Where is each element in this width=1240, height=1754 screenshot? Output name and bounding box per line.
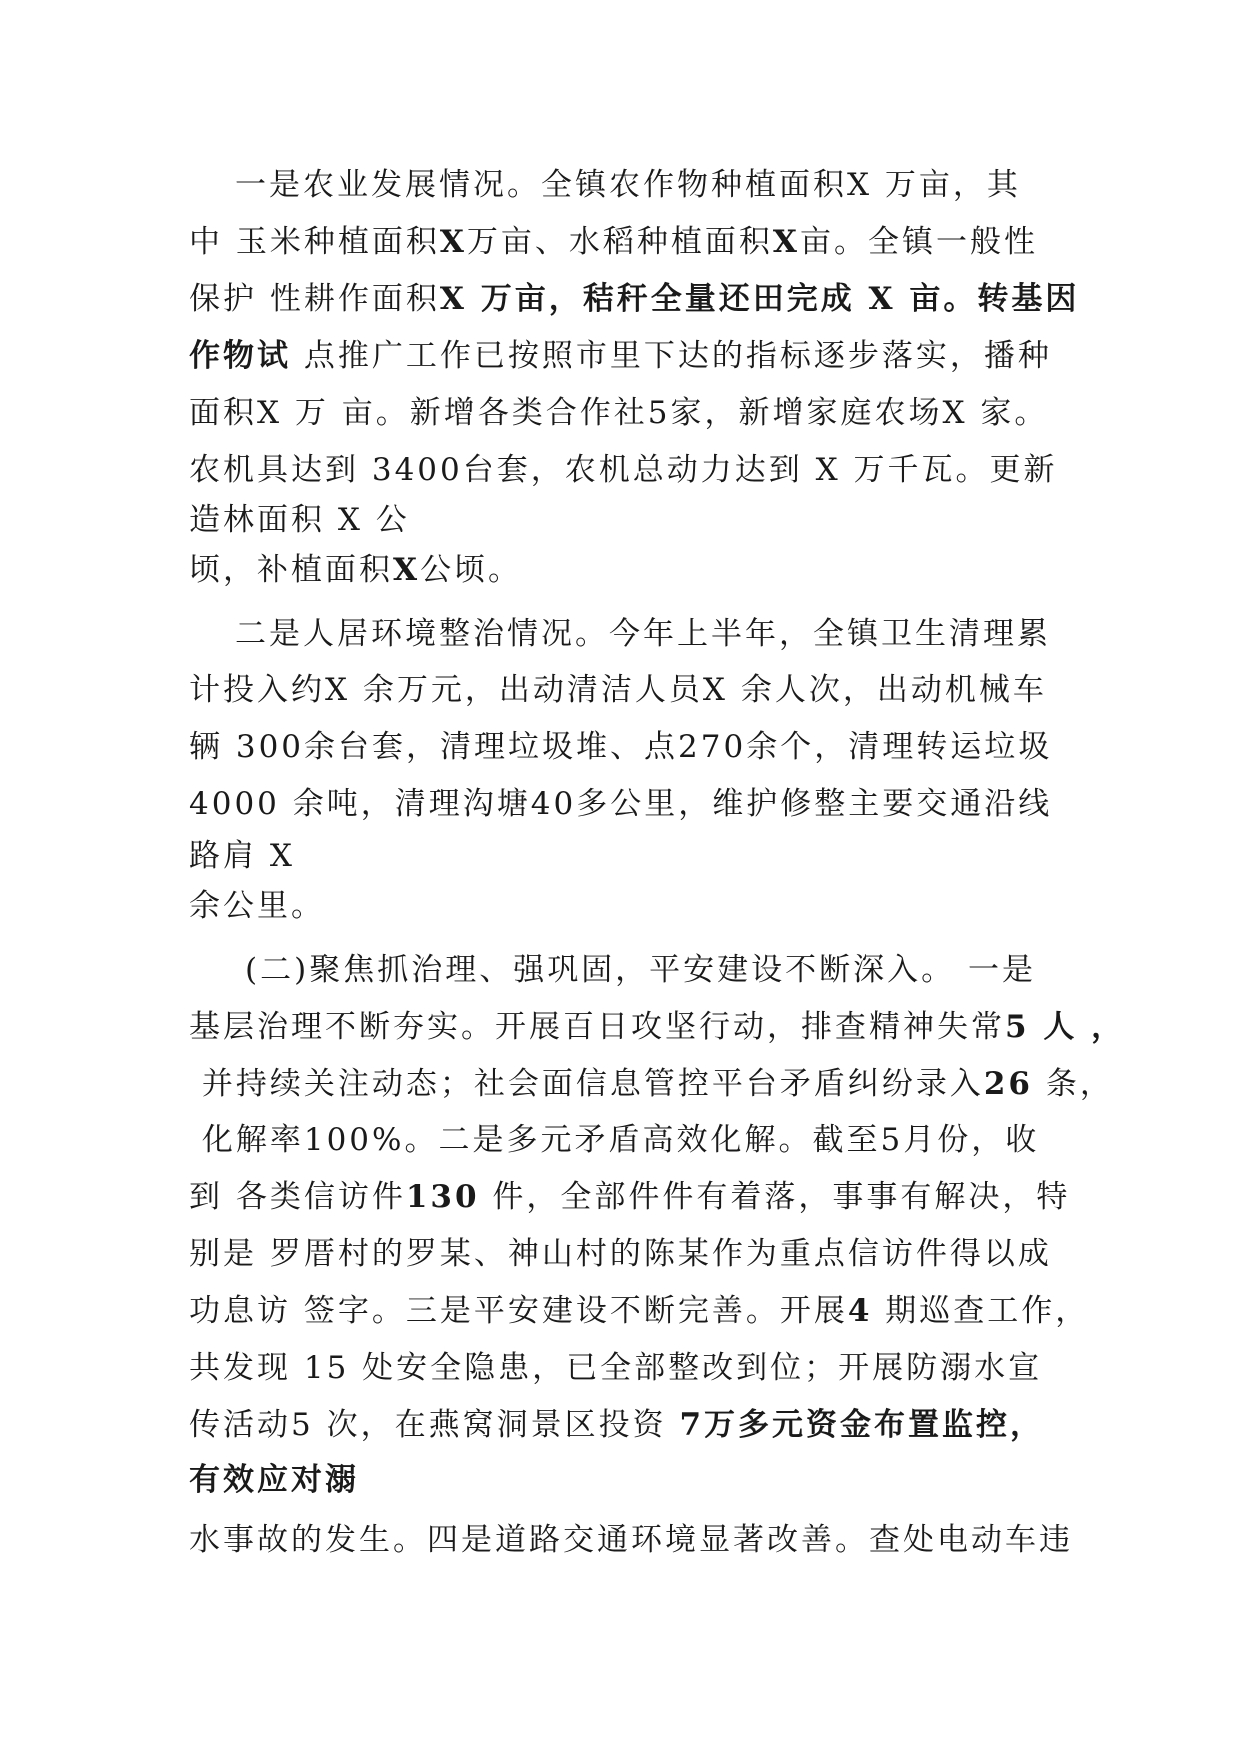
- text-run: 顷，补植面积: [189, 552, 393, 588]
- text-run: 面积X 万 亩。新增各类合作社5家，新增家庭农场X 家。: [189, 395, 1049, 431]
- text-run: 4000 余吨，清理沟塘40多公里，维护修整主要交通沿线: [189, 786, 1053, 822]
- text-run: 万亩、水稻种植面积: [466, 224, 773, 260]
- bold-text-run: X: [772, 224, 800, 260]
- bold-text-run: X: [439, 224, 467, 260]
- bold-text-run: 26: [983, 1066, 1033, 1102]
- text-run: 水事故的发生。四是道路交通环境显著改善。查处电动车违: [189, 1522, 1073, 1558]
- text-line: [189, 500, 410, 540]
- text-run: 件，全部件件有着落，事事有解决，特: [479, 1179, 1071, 1215]
- text-run: 化解率100%。二是多元矛盾高效化解。截至5月份，收: [189, 1122, 1040, 1158]
- bold-text-run: 有效应对溺: [189, 1462, 359, 1498]
- text-line: [189, 670, 1047, 710]
- text-line: [189, 1177, 1070, 1217]
- text-run: 并持续关注动态；社会面信息管控平台矛盾纠纷录入: [189, 1066, 984, 1102]
- text-line: [189, 1234, 1052, 1274]
- text-line: [189, 1291, 1089, 1331]
- text-line: [189, 279, 1079, 319]
- text-line: [189, 886, 325, 926]
- text-run: 点推广工作已按照市里下达的指标逐步落实，播种: [291, 338, 1052, 374]
- text-line: [189, 1348, 1042, 1388]
- text-line: [235, 614, 1051, 654]
- bold-text-run: 4: [847, 1293, 873, 1329]
- text-line: [189, 784, 1052, 824]
- text-run: 功息访 签字。三是平安建设不断完善。开展: [189, 1293, 848, 1329]
- text-line: [189, 1520, 1073, 1560]
- text-run: 中 玉米种植面积: [189, 224, 440, 260]
- text-line: [189, 1405, 1044, 1445]
- text-run: 公顷。: [420, 552, 523, 588]
- bold-text-run: 7万多元资金布置监控，: [679, 1407, 1045, 1443]
- text-run: 条，: [1033, 1066, 1114, 1102]
- text-line: [189, 1120, 1039, 1160]
- text-run: 二是人居环境整治情况。今年上半年，全镇卫生清理累: [235, 616, 1051, 652]
- text-line: [189, 450, 1058, 490]
- text-line: [189, 393, 1048, 433]
- text-line: [235, 165, 1021, 205]
- bold-text-run: 5 人 ，: [1005, 1009, 1126, 1045]
- text-line: [189, 727, 1052, 767]
- text-run: (二)聚焦抓治理、强巩固，平安建设不断深入。 一是: [245, 952, 1037, 988]
- bold-text-run: X 万亩，秸秆全量还田完成 X 亩。转基因: [439, 281, 1080, 317]
- text-run: 亩。全镇一般性: [799, 224, 1038, 260]
- text-run: 期巡查工作，: [872, 1293, 1090, 1329]
- text-run: 别是 罗厝村的罗某、神山村的陈某作为重点信访件得以成: [189, 1236, 1052, 1272]
- text-line: [189, 1064, 1114, 1104]
- text-line: [189, 836, 295, 876]
- text-run: 计投入约X 余万元，出动清洁人员X 余人次，出动机械车: [189, 672, 1047, 708]
- bold-text-run: 作物试: [189, 338, 291, 374]
- text-line: [189, 336, 1052, 376]
- text-run: 一是农业发展情况。全镇农作物种植面积X 万亩，其: [235, 167, 1021, 203]
- text-run: 共发现 15 处安全隐患，已全部整改到位；开展防溺水宣: [189, 1350, 1043, 1386]
- bold-text-run: X: [393, 552, 421, 588]
- text-run: 路肩 X: [189, 838, 295, 874]
- text-run: 辆 300余台套，清理垃圾堆、点270余个，清理转运垃圾: [189, 729, 1053, 765]
- text-run: 基层治理不断夯实。开展百日攻坚行动，排查精神失常: [189, 1009, 1005, 1045]
- text-line: [189, 222, 1038, 262]
- text-line: [189, 550, 522, 590]
- text-run: 保护 性耕作面积: [189, 281, 440, 317]
- text-run: 农机具达到 3400台套，农机总动力达到 X 万千瓦。更新: [189, 452, 1058, 488]
- text-run: 造林面积 X 公: [189, 502, 410, 538]
- text-run: 到 各类信访件: [189, 1179, 406, 1215]
- text-run: 余公里。: [189, 888, 325, 924]
- text-line: [189, 1007, 1125, 1047]
- bold-text-run: 130: [405, 1179, 480, 1215]
- text-run: 传活动5 次，在燕窝洞景区投资: [189, 1407, 680, 1443]
- text-line: [189, 1460, 359, 1500]
- text-line: [245, 950, 1036, 990]
